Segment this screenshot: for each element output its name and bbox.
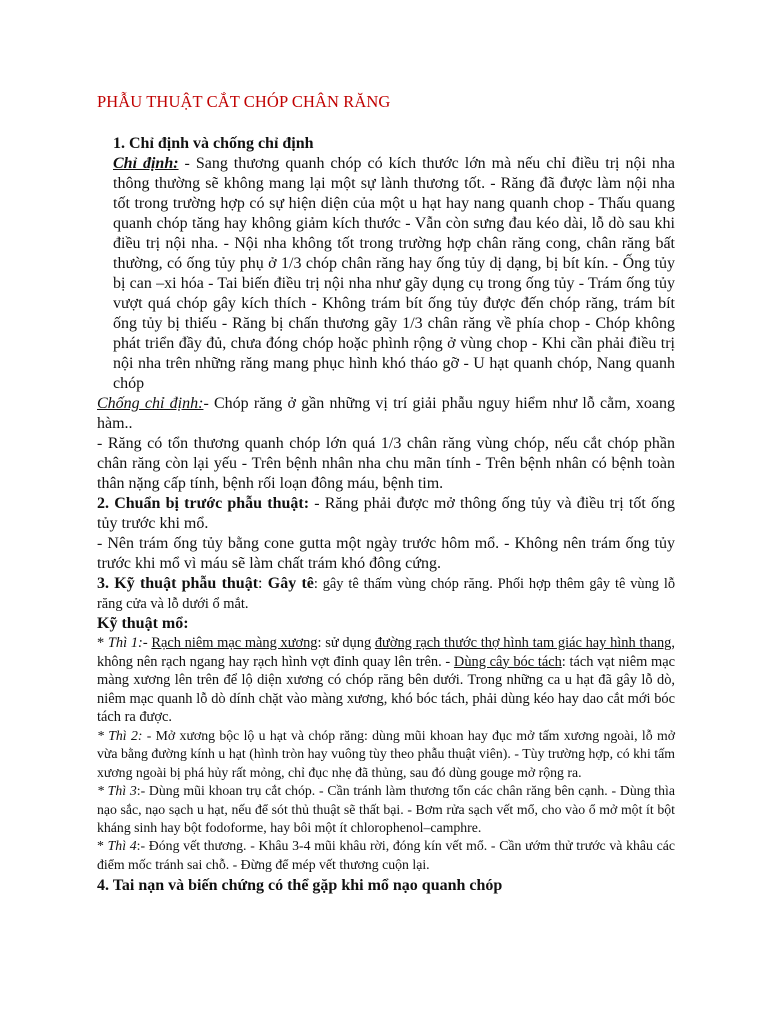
step-1-text-2: , không nên rạch ngang hay rạch hình vợt đỉnh quay lên trên. - [97,635,675,670]
indication-paragraph [97,154,675,394]
anesthesia-text: : gây tê thấm vùng chóp răng. Phối hợp thêm gây tê vùng lỗ răng cửa và lỗ dưới ổ mắt. [97,576,676,612]
step-2-label: * Thì 2: [97,727,143,743]
section-1-heading: 1. Chỉ định và chống chỉ định [113,135,314,152]
section-4-heading: 4. Tai nạn và biến chứng có thể gặp khi mổ nạo quanh chóp [97,877,503,895]
document-page [97,92,675,896]
step-1-underlined-1: Rạch niêm mạc màng xương [151,635,318,651]
contraindication-paragraph [97,394,675,434]
section-2-heading: 2. Chuẩn bị trước phẫu thuật: [97,495,310,512]
section-2-text: - Răng phải được mở thông ống tủy và điều trị tốt ống tủy trước khi mổ. [97,495,676,532]
step-2-text: - Mở xương bộc lộ u hạt và chóp răng: dùng mũi khoan hay đục mở tấm xương ngoài, lỗ mở vừa bằng đường kính u hạt (hình tròn hay vuông tùy theo phẫu thuật viên). - Tùy trường hợp, có khi tấm xương ngoài bị phá hủy rất mỏng, chỉ đục nhẹ đã thủng, sau đó dùng gouge mở rộng ra. [97,727,675,780]
step-3-label: * Thì 3 [97,783,137,799]
step-1-label: Thì 1: [107,635,143,651]
indication-label: Chỉ định: [113,155,179,172]
step-4-label: Thì 4 [107,838,137,854]
step-1-dash: - [142,635,152,651]
step-4-text: :- Đóng vết thương. - Khâu 3-4 mũi khâu rời, đóng kín vết mổ. - Cần ướm thử trước và khâu các điểm mốc tránh sai chỗ. - Đừng để mép vết thương cuộn lại. [97,838,675,872]
step-3-paragraph [97,782,675,837]
step-1-prefix: * [97,635,108,651]
step-1-paragraph [97,634,675,727]
step-1-underlined-2: đường rạch thước thợ hình tam giác hay hình thang [374,635,672,651]
indication-text: - Sang thương quanh chóp có kích thước lớn mà nếu chỉ điều trị nội nha thông thường sẽ không mang lại một sự lành thương tốt. - Răng đã được làm nội nha tốt trong trường hợp có sự hiện diện của một u hạt hay nang quanh chop - Thấu quang quanh chóp tăng hay không giảm kích thước - Vẫn còn sưng đau kéo dài, lỗ dò sau khi điều trị nội nha. - Nội nha không tốt trong trường hợp chân răng cong, chân răng bất thường, có ống tủy phụ ở 1/3 chóp chân răng hay ống tủy dị dạng, bị bít kín. - Ống tủy bị can –xi hóa - Tai biến điều trị nội nha như gãy dụng cụ trong ống tủy - Trám ống tủy vượt quá chóp gây kích thích - Không trám bít ống tủy được đến chóp răng, trám bít ống tủy bị thiếu - Răng bị chấn thương gãy 1/3 chân răng về phía chop - Chóp không phát triển đầy đủ, chưa đóng chóp hoặc phình rộng ở vùng chop - Khi cần phải điều trị nội nha trên những răng mang phục hình khó tháo gỡ - U hạt quanh chóp, Nang quanh chóp [113,155,675,392]
step-1-underlined-3: Dùng cây bóc tách [453,653,562,670]
contraindication-label: Chống chỉ định: [97,395,204,412]
contraindication-paragraph-2: - Răng có tổn thương quanh chóp lớn quá 1/3 chân răng vùng chóp, nếu cắt chóp phần chân răng còn lại yếu - Trên bệnh nhân nha chu mãn tính - Trên bệnh nhân có bệnh toàn thân nặng cấp tính, bệnh rối loạn đông máu, bệnh tim. [97,435,675,492]
step-4-paragraph [97,837,675,874]
section-3-heading: 3. Kỹ thuật phẫu thuật [97,575,259,592]
step-4-prefix: * [97,838,108,854]
surgery-technique-heading: Kỹ thuật mổ: [97,615,189,632]
step-2-paragraph [97,727,675,782]
document-title: PHẪU THUẬT CẮT CHÓP CHÂN RĂNG [97,92,391,111]
step-3-text: :- Dùng mũi khoan trụ cắt chóp. - Cần tránh làm thương tổn các chân răng bên cạnh. - Dùng thìa nạo sắc, nạo sạch u hạt, nếu để sót thủ thuật sẽ thất bại. - Bơm rửa sạch vết mổ, cho vào ổ mở một ít bột kháng sinh hay bột fodoforme, hay bôi một ít chlorophenol–camphre. [97,783,675,835]
contraindication-text: - Chóp răng ở gần những vị trí giải phẫu nguy hiểm như lỗ cằm, xoang hàm.. [97,395,675,432]
section-2-paragraph [97,494,675,534]
section-3-colon: : [258,575,268,592]
step-1-text-1: : sử dụng [317,635,375,651]
step-1-text-3: : tách vạt niêm mạc màng xương lên trên để lộ diện xương có chóp răng bên dưới. Trong những ca u hạt đã gây lỗ dò, niêm mạc quanh lỗ dò dính chặt vào màng xương, khó bóc tách, phải dùng kéo hay dao cắt mới bóc tách ra được. [97,653,675,726]
anesthesia-label: Gây tê [267,575,314,592]
section-3-paragraph [97,574,675,614]
section-2-paragraph-2: - Nên trám ống tủy bằng cone gutta một ngày trước hôm mổ. - Không nên trám ống tủy trước khi mổ vì máu sẽ làm chất trám khó đông cứng. [97,535,675,572]
